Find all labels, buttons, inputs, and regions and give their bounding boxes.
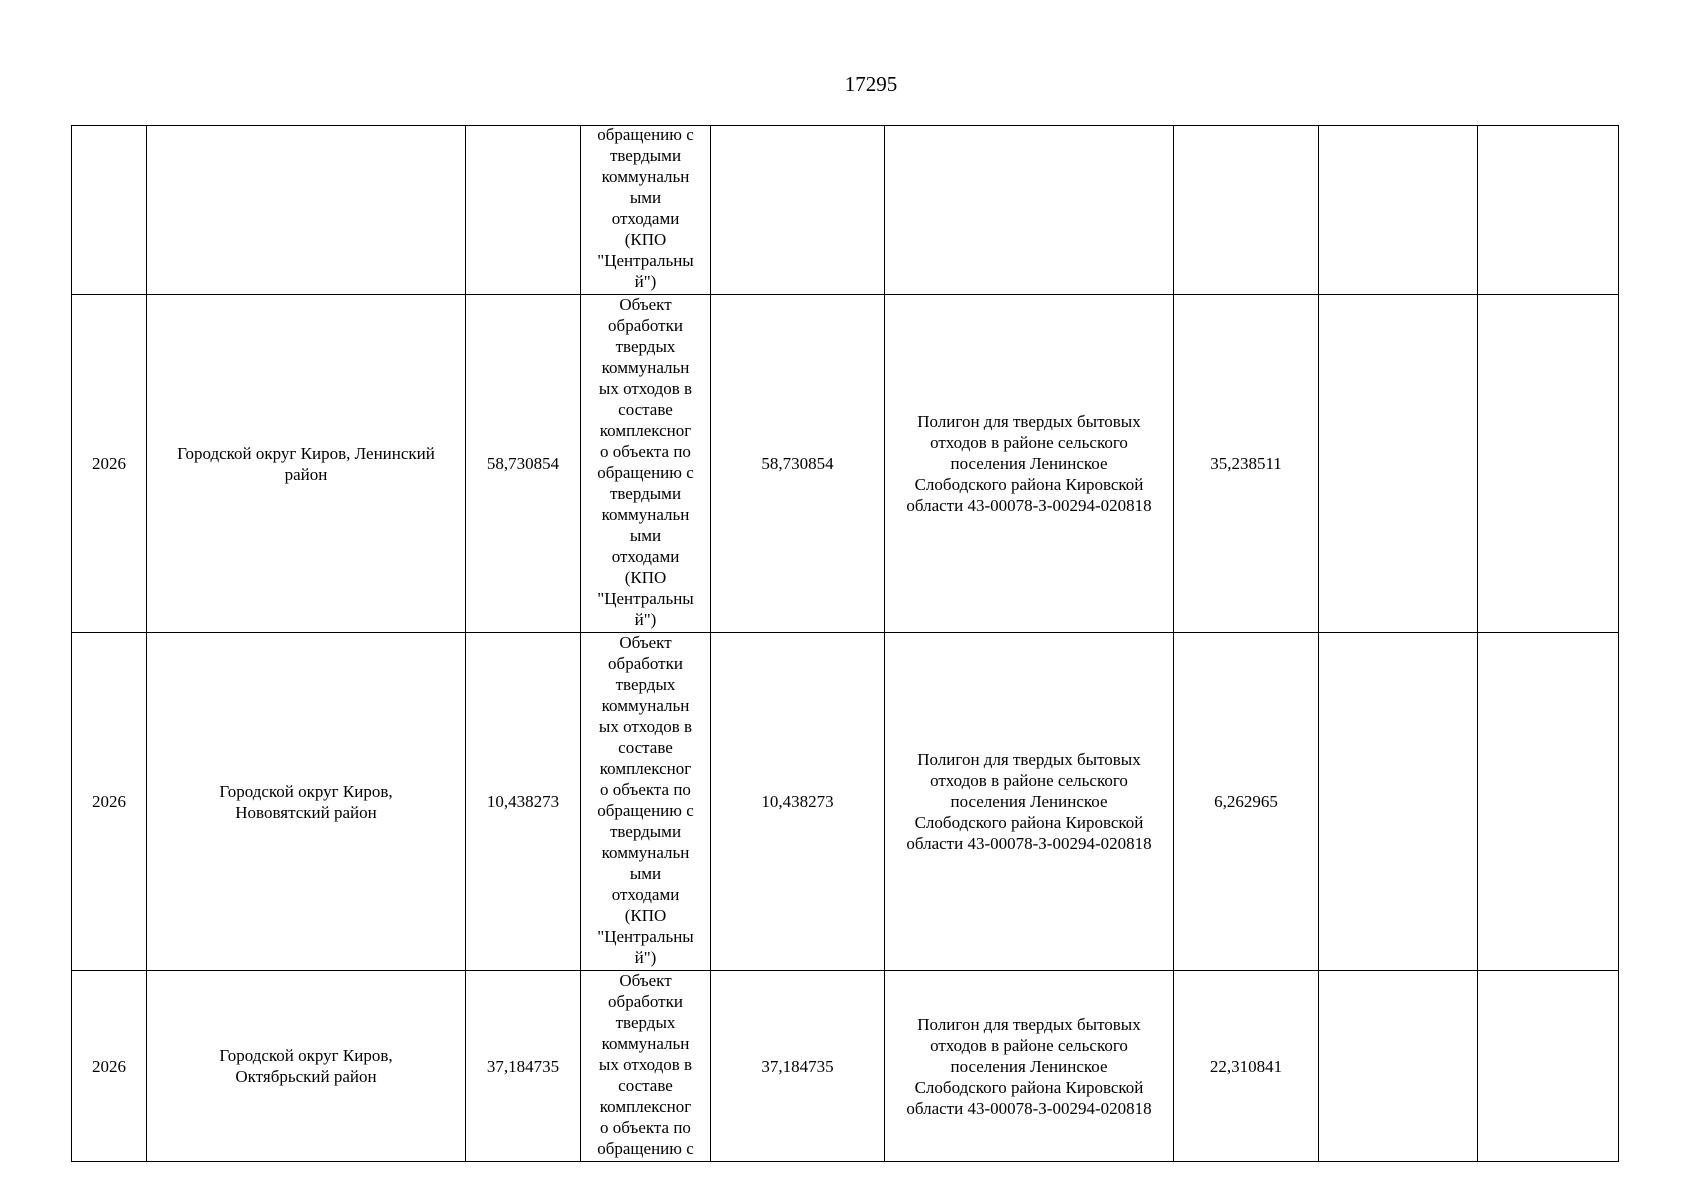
table-row [72, 971, 1619, 1162]
landfill-cell: Полигон для твердых бытовых отходов в районе сельского поселения Ленинское Слободского района Кировской области 43-00078-З-00294-020818 [885, 633, 1174, 971]
empty-cell [1319, 126, 1478, 295]
mass-transferred-cell: 37,184735 [711, 971, 885, 1162]
processing-object-cell: Объект обработки твердых коммунальн ых отходов в составе комплексног о объекта по обращению с твердыми коммунальн ыми отходами (КПО "Центральны й") [581, 633, 711, 971]
year-cell: 2026 [72, 295, 147, 633]
empty-cell [1319, 295, 1478, 633]
empty-cell [1319, 971, 1478, 1162]
landfill-cell [885, 126, 1174, 295]
mass-total-cell [466, 126, 581, 295]
table-row [72, 295, 1619, 633]
year-cell: 2026 [72, 971, 147, 1162]
waste-flow-table [71, 125, 1619, 1162]
mass-transferred-cell [711, 126, 885, 295]
mass-total-cell: 10,438273 [466, 633, 581, 971]
year-cell [72, 126, 147, 295]
mass-landfill-cell [1174, 126, 1319, 295]
mass-total-cell: 37,184735 [466, 971, 581, 1162]
empty-cell [1319, 633, 1478, 971]
mass-landfill-cell: 22,310841 [1174, 971, 1319, 1162]
table-row [72, 126, 1619, 295]
mass-transferred-cell: 10,438273 [711, 633, 885, 971]
processing-object-cell: Объект обработки твердых коммунальн ых отходов в составе комплексног о объекта по обращению с твердыми коммунальн ыми отходами (КПО "Центральны й") [581, 295, 711, 633]
mass-landfill-cell: 35,238511 [1174, 295, 1319, 633]
year-cell: 2026 [72, 633, 147, 971]
mass-total-cell: 58,730854 [466, 295, 581, 633]
landfill-cell: Полигон для твердых бытовых отходов в районе сельского поселения Ленинское Слободского района Кировской области 43-00078-З-00294-020818 [885, 295, 1174, 633]
mass-landfill-cell: 6,262965 [1174, 633, 1319, 971]
processing-object-cell: Объект обработки твердых коммунальн ых отходов в составе комплексног о объекта по обращению с [581, 971, 711, 1162]
territory-cell: Городской округ Киров, Октябрьский район [147, 971, 466, 1162]
mass-transferred-cell: 58,730854 [711, 295, 885, 633]
territory-cell: Городской округ Киров, Нововятский район [147, 633, 466, 971]
table-row [72, 633, 1619, 971]
empty-cell [1478, 126, 1619, 295]
empty-cell [1478, 633, 1619, 971]
empty-cell [1478, 971, 1619, 1162]
empty-cell [1478, 295, 1619, 633]
territory-cell: Городской округ Киров, Ленинский район [147, 295, 466, 633]
territory-cell [147, 126, 466, 295]
page-number: 17295 [844, 72, 898, 96]
landfill-cell: Полигон для твердых бытовых отходов в районе сельского поселения Ленинское Слободского района Кировской области 43-00078-З-00294-020818 [885, 971, 1174, 1162]
processing-object-cell: обращению с твердыми коммунальн ыми отходами (КПО "Центральны й") [581, 126, 711, 295]
